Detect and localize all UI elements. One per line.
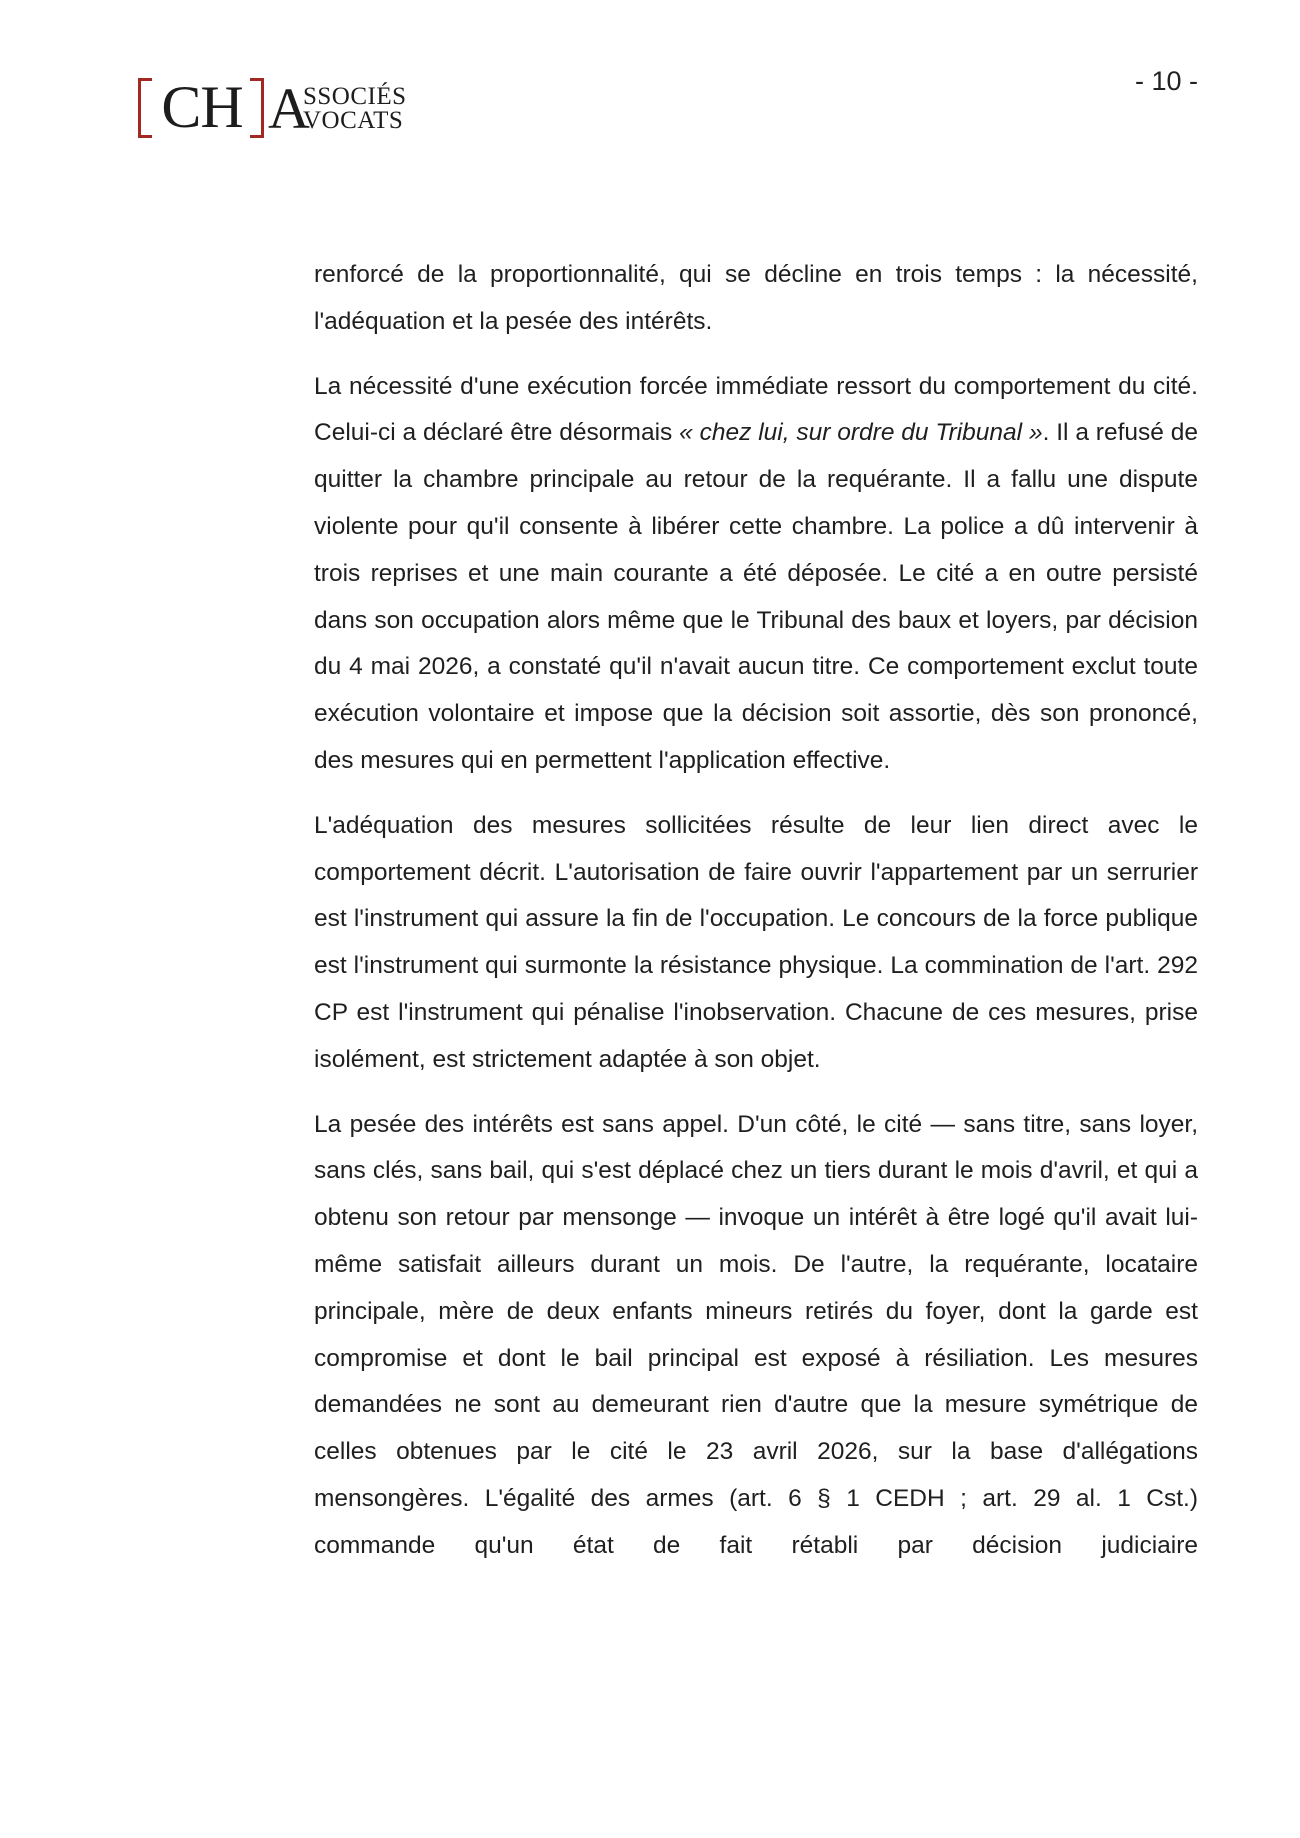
paragraph-proportionality-intro: renforcé de la proportionnalité, qui se décline en trois temps : la nécessité, l'adéquation et la pesée des intérêts.	[314, 261, 1198, 335]
firm-logo	[138, 70, 428, 140]
logo-a-letter: A	[268, 76, 310, 141]
logo-initials: CH	[161, 74, 243, 140]
quote-chez-lui: « chez lui, sur ordre du Tribunal »	[679, 419, 1043, 447]
paragraph-necessity	[314, 364, 1198, 785]
paragraph-necessity-text-before: La nécessité d'une exécution forcée immédiate ressort du comportement du cité. Celui-ci a déclaré être désormais	[314, 372, 1198, 447]
paragraph-necessity-text-after: . Il a refusé de quitter la chambre principale au retour de la requérante. Il a fallu une dispute violente pour qu'il consente à libérer cette chambre. La police a dû intervenir à trois reprises et une main courante a été déposée. Le cité a en outre persisté dans son occupation alors même que le Tribunal des baux et loyers, par décision du 4 mai 2026, a constaté qu'il n'avait aucun titre. Ce comportement exclut toute exécution volontaire et impose que la décision soit assortie, dès son prononcé, des mesures qui en permettent l'application effective.	[314, 419, 1198, 774]
page-number: - 10 -	[1134, 66, 1198, 96]
logo-bracket-right-icon	[250, 78, 264, 138]
logo-bracket-left-icon	[138, 78, 152, 138]
document-body	[314, 252, 1198, 1588]
logo-word-avocats: VOCATS	[303, 107, 404, 134]
paragraph-weighing-interests: La pesée des intérêts est sans appel. D'un côté, le cité — sans titre, sans loyer, sans clés, sans bail, qui s'est déplacé chez un tiers durant le mois d'avril, et qui a obtenu son retour par mensonge — invoque un intérêt à être logé qu'il avait lui-même satisfait ailleurs durant un mois. De l'autre, la requérante, locataire principale, mère de deux enfants mineurs retirés du foyer, dont la garde est compromise et dont le bail principal est exposé à résiliation. Les mesures demandées ne sont au demeurant rien d'autre que la mesure symétrique de celles obtenues par le cité le 23 avril 2026, sur la base d'allégations mensongères. L'égalité des armes (art. 6 § 1 CEDH ; art. 29 al. 1 Cst.) commande qu'un état de fait rétabli par décision judiciaire	[314, 1110, 1198, 1559]
paragraph-adequacy: L'adéquation des mesures sollicitées résulte de leur lien direct avec le comportement décrit. L'autorisation de faire ouvrir l'appartement par un serrurier est l'instrument qui assure la fin de l'occupation. Le concours de la force publique est l'instrument qui surmonte la résistance physique. La commination de l'art. 292 CP est l'instrument qui pénalise l'inobservation. Chacune de ces mesures, prise isolément, est strictement adaptée à son objet.	[314, 811, 1198, 1073]
logo-word-associes: SSOCIÉS	[303, 83, 407, 110]
